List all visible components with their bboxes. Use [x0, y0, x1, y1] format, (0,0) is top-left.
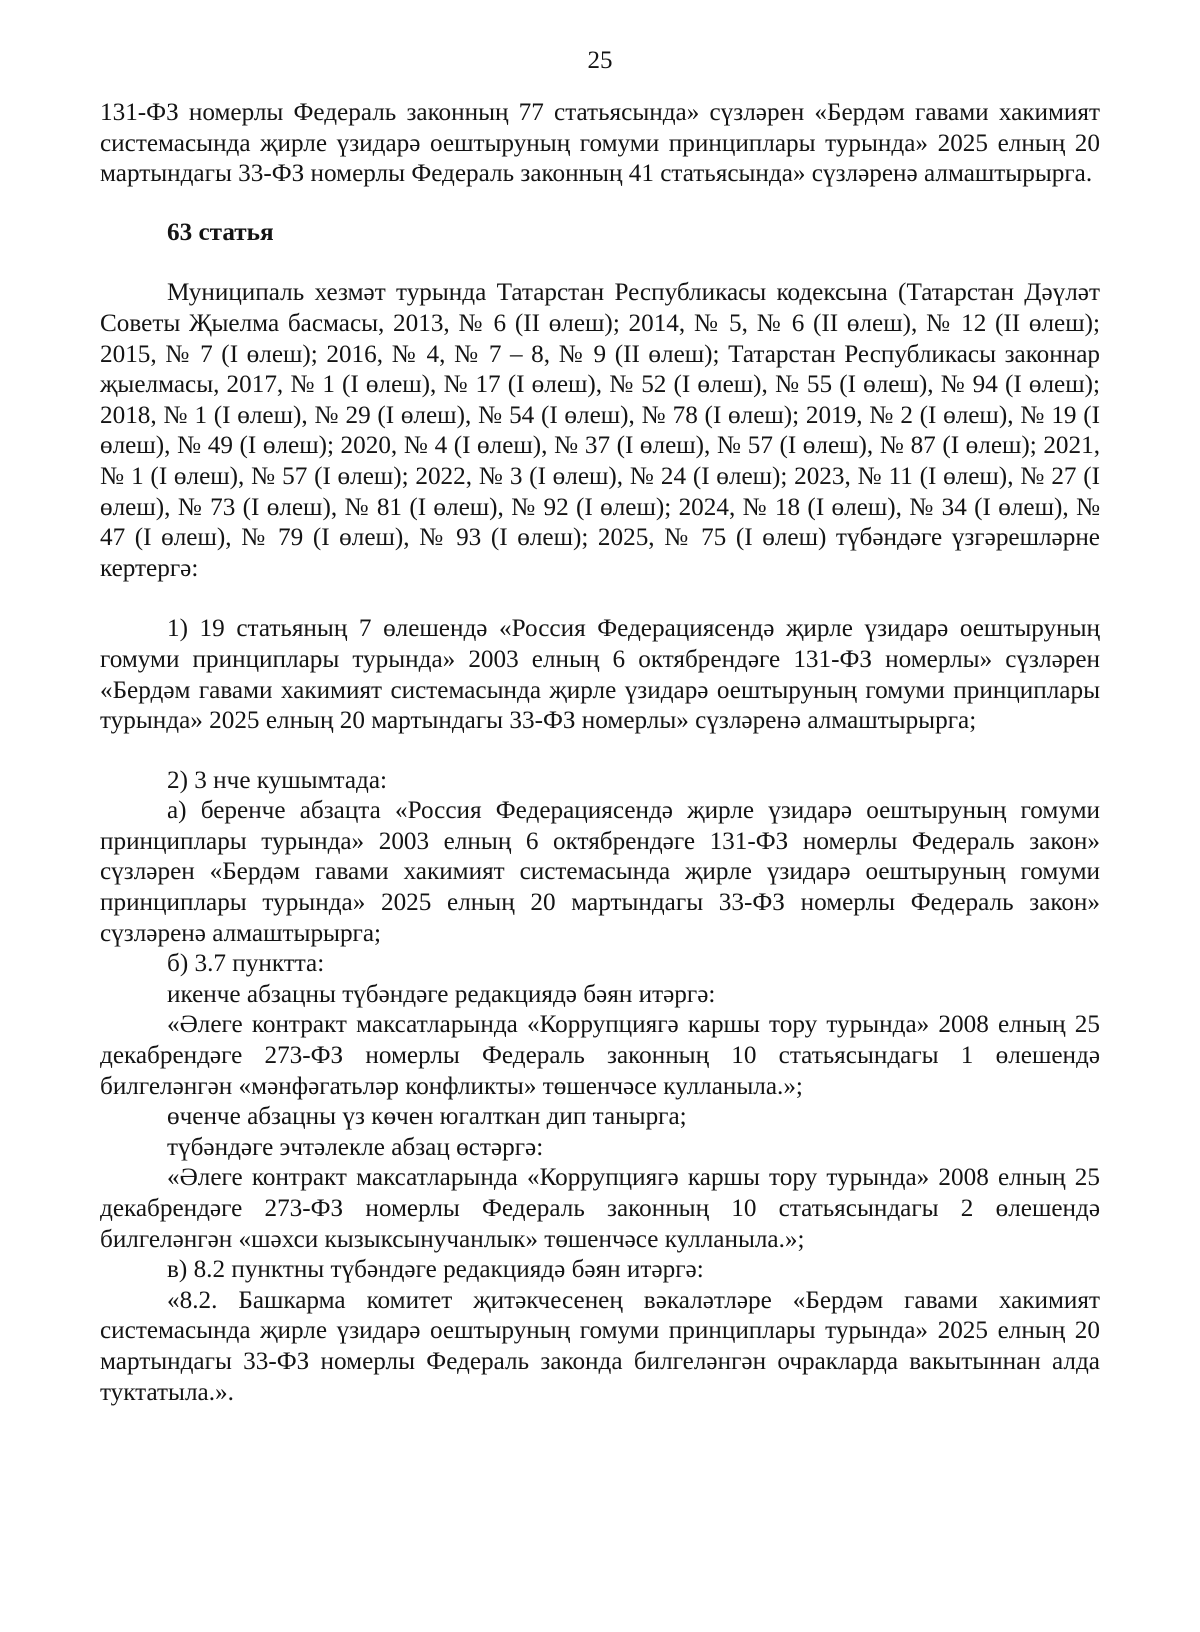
paragraph-item-2: 2) 3 нче кушымтада:	[167, 766, 388, 794]
paragraph-quote-3: «8.2. Башкарма комитет җитәкчесенең вәкаләтләре «Бердәм гавами хакимият системасында җирле үзидарә оештыруның гомуми принциплары турында» 2025 елның 20 мартындагы 33-ФЗ номерлы Федераль законда билгеләнгән очракларда вакытыннан алда туктатыла.».	[100, 1286, 1100, 1406]
document-body	[100, 98, 1100, 1408]
paragraph-quote-1: «Әлеге контракт максатларында «Коррупциягә каршы тору турында» 2008 елның 25 декабрендәге 273-ФЗ номерлы Федераль законның 10 статьясындагы 1 өлешендә билгеләнгән «мәнфәгатьләр конфликты» төшенчәсе кулланыла.»;	[100, 1011, 1100, 1100]
article-heading: 63 статья	[167, 218, 274, 246]
paragraph-third-abzac: өченче абзацны үз көчен югалткан дип танырга;	[167, 1103, 687, 1131]
paragraph-item-1: 1) 19 статьяның 7 өлешендә «Россия Федерациясендә җирле үзидарә оештыруның гомуми принциплары турында» 2003 елның 6 октябрендәге 131-ФЗ номерлы» сүзләрен «Бердәм гавами хакимият системасында җирле үзидарә оештыруның гомуми принциплары турында» 2025 елның 20 мартындагы 33-ФЗ номерлы» сүзләренә алмаштырырга;	[100, 615, 1100, 735]
paragraph-second-abzac: икенче абзацны түбәндәге редакциядә бәян итәргә:	[167, 980, 716, 1008]
paragraph-add-abzac: түбәндәге эчтәлекле абзац өстәргә:	[167, 1133, 544, 1161]
page-number: 25	[587, 47, 613, 74]
paragraph-item-2v: в) 8.2 пунктны түбәндәге редакциядә бәян итәргә:	[167, 1256, 704, 1284]
paragraph-item-2a: а) беренче абзацта «Россия Федерациясендә җирле үзидарә оештыруның гомуми принциплары турында» 2003 елның 6 октябрендәге 131-ФЗ номерлы Федераль закон» сүзләрен «Бердәм гавами хакимият системасында җирле үзидарә оештыруның гомуми принциплары турында» 2025 елның 20 мартындагы 33-ФЗ номерлы Федераль закон» сүзләренә алмаштырырга;	[100, 797, 1100, 947]
paragraph-intro: Муниципаль хезмәт турында Татарстан Республикасы кодексына (Татарстан Дәүләт Советы Җыелма басмасы, 2013, № 6 (II өлеш); 2014, № 5, № 6 (II өлеш), № 12 (II өлеш); 2015, № 7 (I өлеш); 2016, № 4, № 7 – 8, № 9 (II өлеш); Татарстан Республикасы законнар җыелмасы, 2017, № 1 (I өлеш), № 17 (I өлеш), № 52 (I өлеш), № 55 (I өлеш), № 94 (I өлеш); 2018, № 1 (I өлеш), № 29 (I өлеш), № 54 (I өлеш), № 78 (I өлеш); 2019, № 2 (I өлеш), № 19 (I өлеш), № 49 (I өлеш); 2020, № 4 (I өлеш), № 37 (I өлеш), № 57 (I өлеш), № 87 (I өлеш); 2021, № 1 (I өлеш), № 57 (I өлеш); 2022, № 3 (I өлеш), № 24 (I өлеш); 2023, № 11 (I өлеш), № 27 (I өлеш), № 73 (I өлеш), № 81 (I өлеш), № 92 (I өлеш); 2024, № 18 (I өлеш), № 34 (I өлеш), № 47 (I өлеш), № 79 (I өлеш), № 93 (I өлеш); 2025, № 75 (I өлеш) түбәндәге үзгәрешләрне кертергә:	[100, 279, 1100, 582]
paragraph-item-2b: б) 3.7 пунктта:	[167, 950, 325, 978]
paragraph-quote-2: «Әлеге контракт максатларында «Коррупциягә каршы тору турында» 2008 елның 25 декабрендәге 273-ФЗ номерлы Федераль законның 10 статьясындагы 2 өлешендә билгеләнгән «шәхси кызыксынучанлык» төшенчәсе кулланыла.»;	[100, 1164, 1100, 1253]
paragraph-continuation: 131-ФЗ номерлы Федераль законның 77 статьясында» сүзләрен «Бердәм гавами хакимият системасында җирле үзидарә оештыруның гомуми принциплары турында» 2025 елның 20 мартындагы 33-ФЗ номерлы Федераль законның 41 статьясында» сүзләренә алмаштырырга.	[100, 99, 1100, 188]
